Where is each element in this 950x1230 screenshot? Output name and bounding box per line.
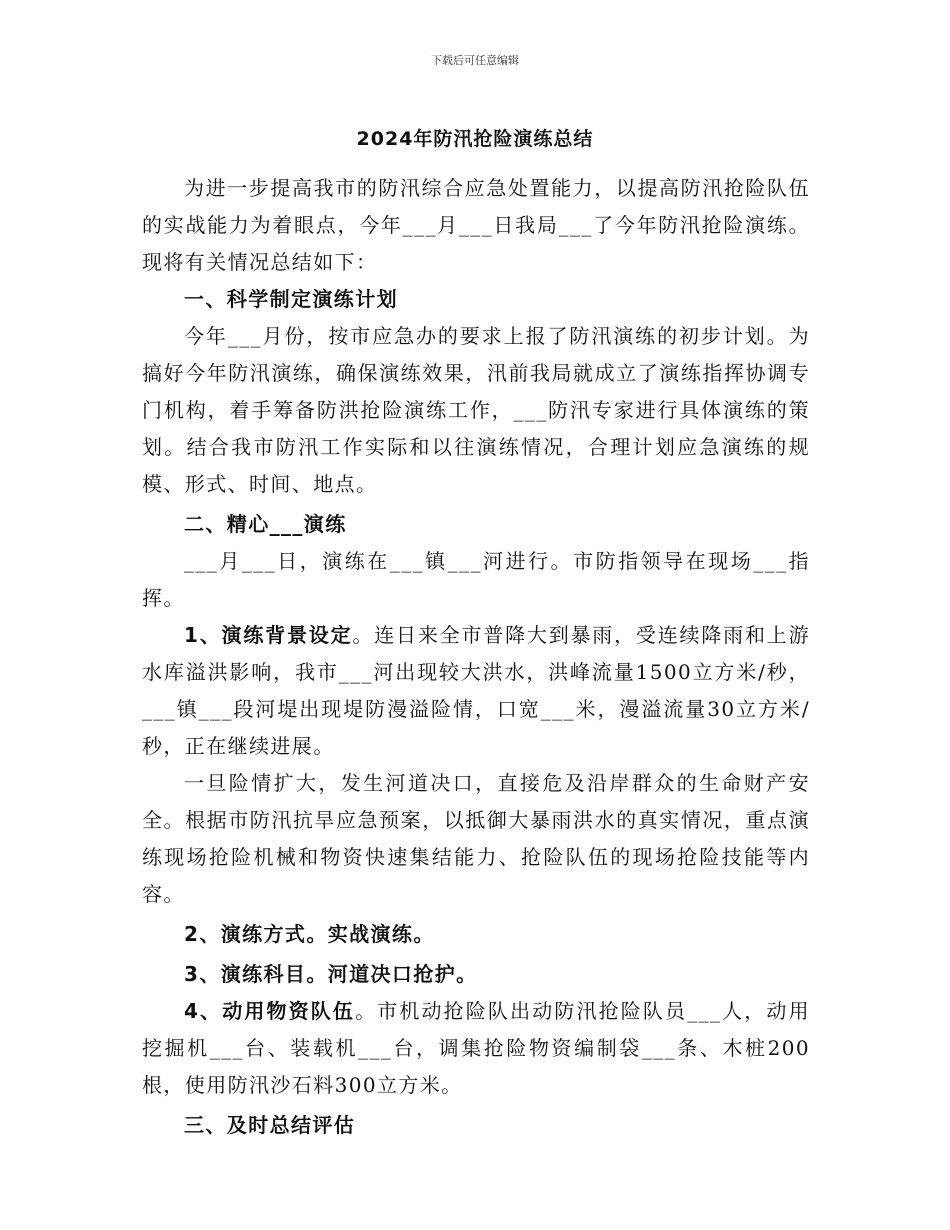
- page-header-note: 下载后可任意编辑: [431, 54, 519, 67]
- item-4-paragraph: [142, 993, 810, 1104]
- section-1-heading: 一、科学制定演练计划: [184, 287, 398, 311]
- item-1-paragraph-2: 一旦险情扩大，发生河道决口，直接危及沿岸群众的生命财产安全。根据市防汛抗旱应急预案，以抵御大暴雨洪水的真实情况，重点演练现场抢险机械和物资快速集结能力、抢险队伍的现场抢险技能等内容。: [142, 771, 810, 906]
- document-body: [142, 170, 810, 1144]
- section-2-paragraph: ___月___日，演练在___镇___河进行。市防指领导在现场___指挥。: [142, 549, 810, 610]
- item-1-text: 。连日来全市普降大到暴雨，受连续降雨和上游水库溢洪影响，我市___河出现较大洪水，洪峰流量1500立方米/秒，___镇___段河堤出现堤防漫溢险情，口宽___米，漫溢流量30立方米/秒，正在继续进展。: [142, 623, 810, 758]
- intro-paragraph: 为进一步提高我市的防汛综合应急处置能力，以提高防汛抢险队伍的实战能力为着眼点，今年___月___日我局___了今年防汛抢险演练。现将有关情况总结如下：: [142, 176, 810, 274]
- document-title: 2024年防汛抢险演练总结: [356, 128, 594, 150]
- item-3-paragraph: 3、演练科目。河道决口抢护。: [184, 962, 478, 986]
- item-1-paragraph: [142, 617, 810, 765]
- item-4-text: 。市机动抢险队出动防汛抢险队员___人，动用挖掘机___台、装载机___台，调集抢险物资编制袋___条、木桩200根，使用防汛沙石料300立方米。: [142, 999, 810, 1097]
- item-1-label: 1、演练背景设定: [184, 623, 353, 647]
- item-2-paragraph: 2、演练方式。实战演练。: [184, 922, 435, 946]
- item-4-label: 4、动用物资队伍: [184, 999, 356, 1023]
- section-3-heading: 三、及时总结评估: [184, 1113, 356, 1137]
- section-2-heading: 二、精心___演练: [184, 512, 347, 536]
- section-1-paragraph: 今年___月份，按市应急办的要求上报了防汛演练的初步计划。为搞好今年防汛演练，确保演练效果，汛前我局就成立了演练指挥协调专门机构，着手筹备防洪抢险演练工作，___防汛专家进行具体演练的策划。结合我市防汛工作实际和以往演练情况，合理计划应急演练的规模、形式、时间、地点。: [142, 324, 810, 496]
